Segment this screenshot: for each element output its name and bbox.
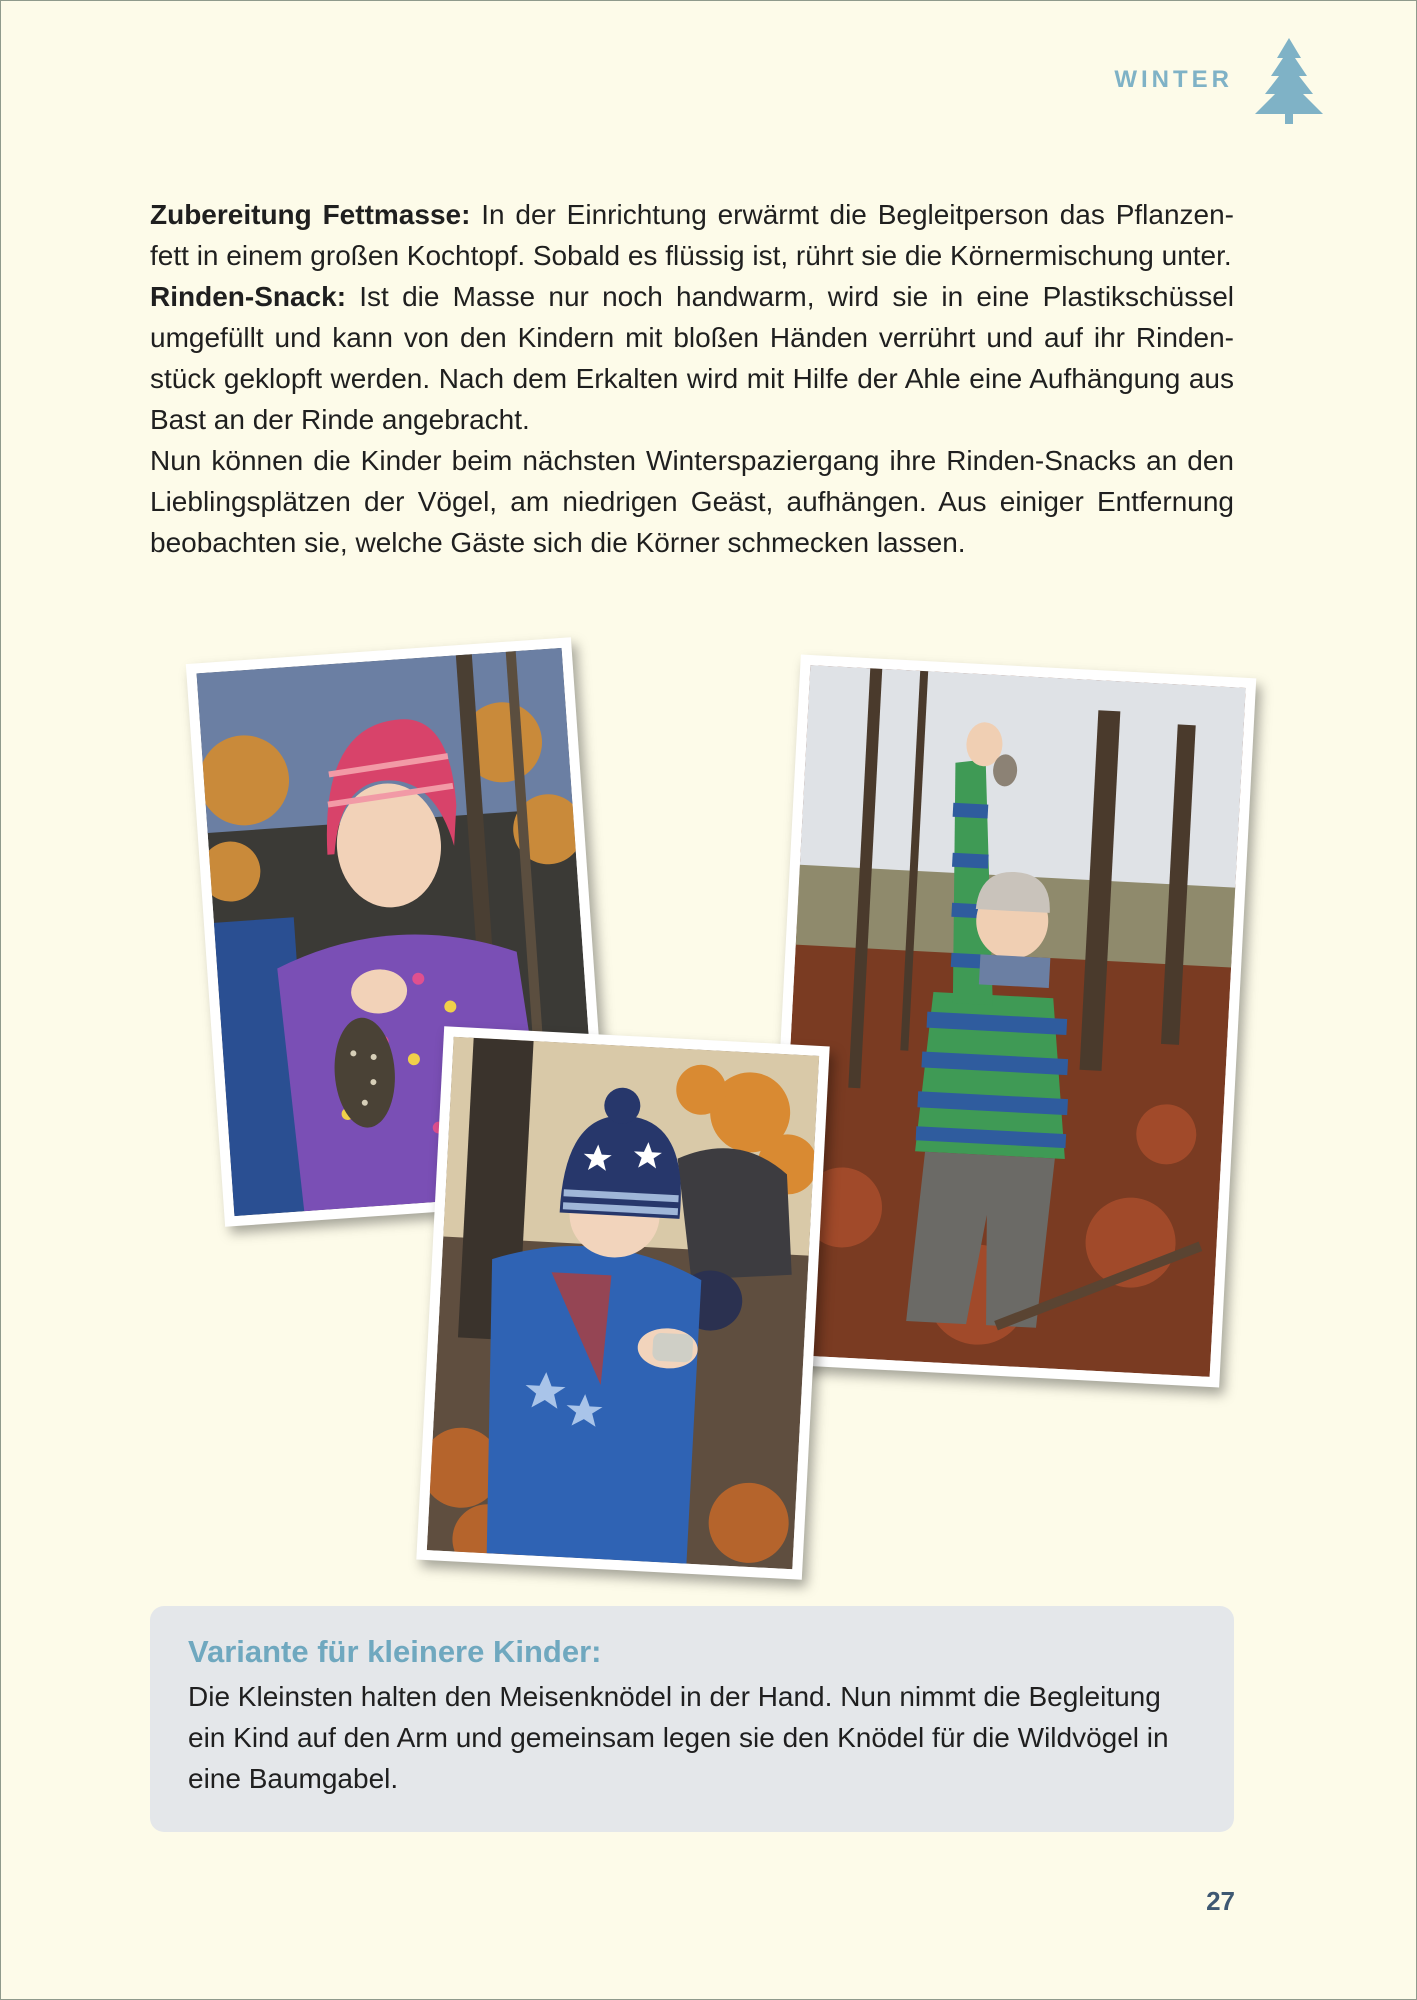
variant-box	[150, 1606, 1234, 1832]
section-label: WINTER	[1114, 66, 1233, 93]
body-text	[150, 194, 1234, 563]
bark-snack-label: Rinden-Snack:	[150, 281, 347, 312]
tree-icon	[1251, 36, 1327, 124]
section-header	[1114, 36, 1327, 124]
preparation-label: Zubereitung Fettmasse:	[150, 199, 471, 230]
variant-text: Die Kleinsten halten den Meisenknödel in der Hand. Nun nimmt die Begleitung ein Kind auf den Arm und gemeinsam legen sie den Knödel für die Wildvögel in eine Baumgabel.	[188, 1681, 1169, 1794]
photo-boy-blue-jacket	[416, 1026, 829, 1579]
photo-child-reaching-branch	[764, 655, 1257, 1388]
variant-title: Variante für kleinere Kinder:	[188, 1634, 602, 1669]
preparation-text: In der Einrichtung erwärmt die Begleitperson das Pflanzenfett in einem großen Kochtopf. Sobald es flüssig ist, rührt sie die Körnermischung unter.	[150, 199, 1234, 271]
paragraph-bark-snack	[150, 276, 1234, 440]
paragraph-walk: Nun können die Kinder beim nächsten Winterspaziergang ihre Rinden-Snacks an den Lieblingsplätzen der Vögel, am niedrigen Geäst, aufhängen. Aus einiger Entfernung beobachten sie, welche Gäste sich die Körner schmecken lassen.	[150, 445, 1234, 558]
bark-snack-text: Ist die Masse nur noch handwarm, wird sie in eine Plastikschüssel umgefüllt und kann von den Kindern mit bloßen Händen verrührt und auf ihr Rindenstück geklopft werden. Nach dem Erkalten wird mit Hilfe der Ahle eine Aufhängung aus Bast an der Rinde angebracht.	[150, 281, 1234, 435]
page-number: 27	[1206, 1886, 1235, 1916]
paragraph-preparation	[150, 194, 1234, 276]
